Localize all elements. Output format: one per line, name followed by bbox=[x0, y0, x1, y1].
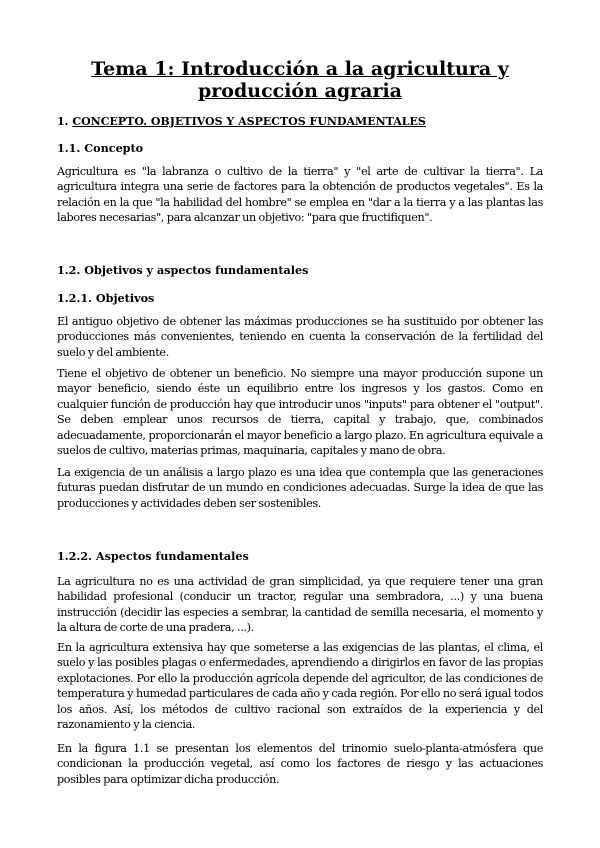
section-number: 1. bbox=[57, 115, 69, 128]
paragraph-concepto: Agricultura es "la labranza o cultivo de la tierra" y "el arte de cultivar la tierra". La agricultura integra una serie de factores para la obtención de productos vegetales". Es la relación en la que "la habilidad del hombre" se emplea en "dar a la tierra y a las plantas las labores necesarias", para alcanzar un objetivo: "para que fructifiquen". bbox=[57, 165, 543, 225]
paragraph-aspectos-1: La agricultura no es una actividad de gran simplicidad, ya que requiere tener una gran habilidad profesional (conducir un tractor, regular una sembradora, ...) y una buena instrucción (decidir las especies a sembrar, la cantidad de semilla necesaria, el momento y la altura de corte de una pradera, ...). bbox=[57, 575, 543, 635]
heading-objetivos: 1.2.1. Objetivos bbox=[57, 291, 155, 305]
paragraph-objetivos-2: Tiene el objetivo de obtener un beneficio. No siempre una mayor producción supone un mayor beneficio, siendo éste un equilibrio entre los ingresos y los gastos. Como en cualquier función de producción hay que introducir unos "inputs" para obtener el "output". Se deben emplear unos recursos de tierra, capital y trabajo, que, combinados adecuadamente, proporcionarán el mayor beneficio a largo plazo. En agricultura equivale a suelos de cultivo, materias primas, maquinaria, capitales y mano de obra. bbox=[57, 367, 543, 458]
heading-concepto: 1.1. Concepto bbox=[57, 141, 144, 155]
document-title: Tema 1: Introducción a la agricultura y producción agraria bbox=[91, 58, 509, 102]
section-heading-1 bbox=[57, 115, 426, 129]
heading-aspectos: 1.2.2. Aspectos fundamentales bbox=[57, 549, 249, 563]
paragraph-aspectos-2: En la agricultura extensiva hay que someterse a las exigencias de las plantas, el clima, el suelo y las posibles plagas o enfermedades, aprendiendo a dirigirlos en favor de las propias explotaciones. Por ello la producción agrícola depende del agricultor, de las condiciones de temperatura y humedad particulares de cada año y cada región. Por ello no será igual todos los años. Así, los métodos de cultivo racional son extraídos de la experiencia y del razonamiento y la ciencia. bbox=[57, 641, 543, 732]
heading-objetivos-aspectos: 1.2. Objetivos y aspectos fundamentales bbox=[57, 263, 309, 277]
paragraph-aspectos-3: En la figura 1.1 se presentan los elementos del trinomio suelo-planta-atmósfera que condicionan la producción vegetal, así como los factores de riesgo y las actuaciones posibles para optimizar dicha producción. bbox=[57, 742, 543, 786]
paragraph-objetivos-3: La exigencia de un análisis a largo plazo es una idea que contempla que las generaciones futuras puedan disfrutar de un mundo en condiciones adecuadas. Surge la idea de que las producciones y actividades deben ser sostenibles. bbox=[57, 466, 543, 510]
section-label: CONCEPTO. OBJETIVOS Y ASPECTOS FUNDAMENTALES bbox=[72, 115, 426, 128]
paragraph-objetivos-1: El antiguo objetivo de obtener las máximas producciones se ha sustituido por obtener las producciones más convenientes, teniendo en cuenta la conservación de la fertilidad del suelo y del ambiente. bbox=[57, 315, 543, 359]
